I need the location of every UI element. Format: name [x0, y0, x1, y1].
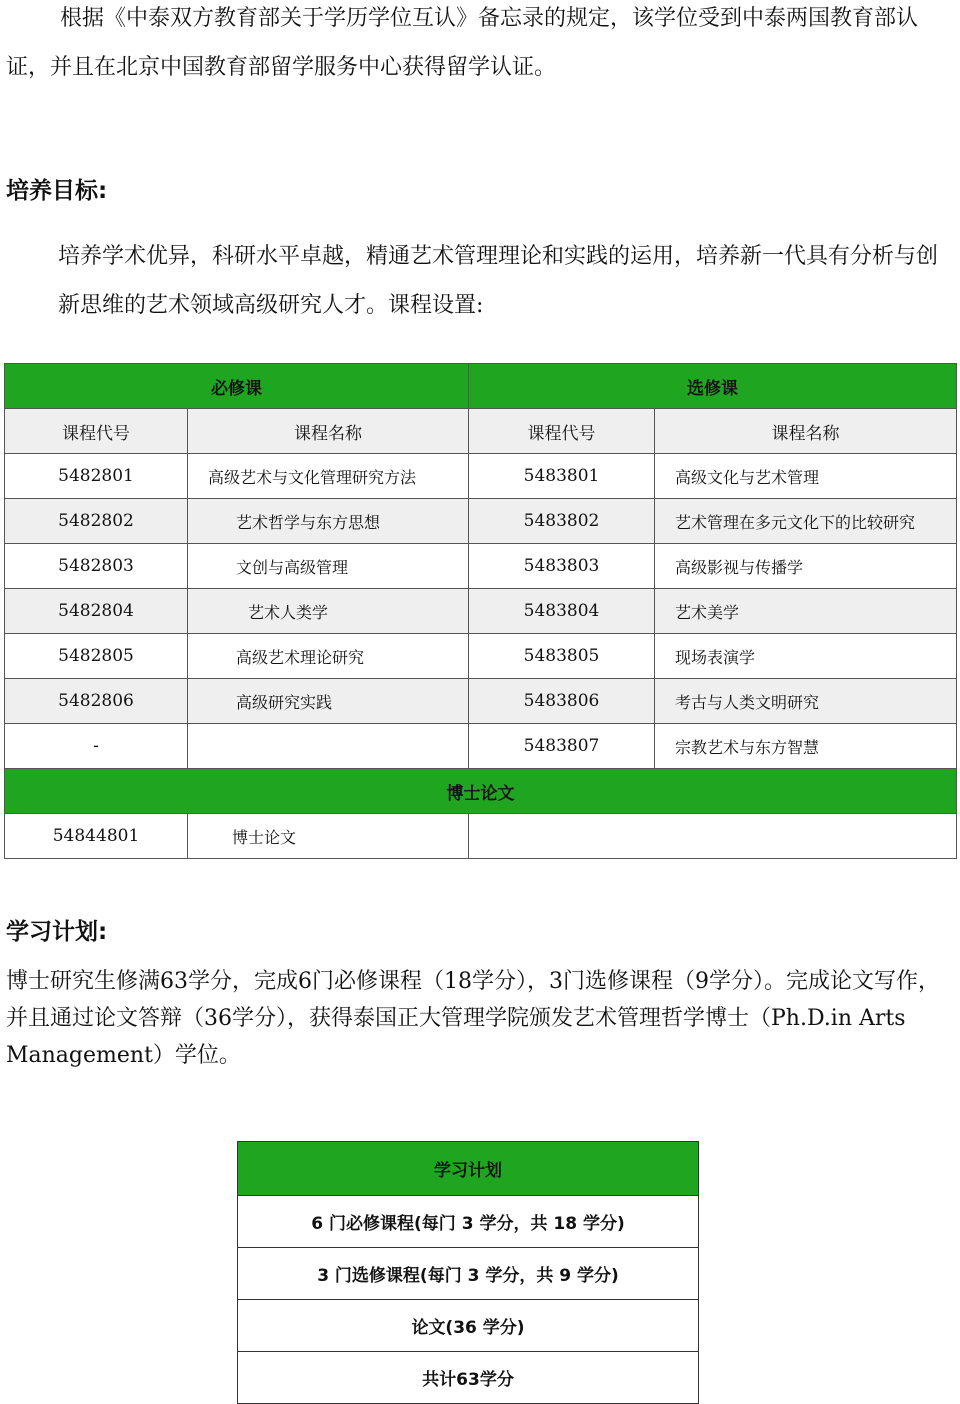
required-course-code: 5482803	[5, 544, 188, 589]
table-row	[5, 544, 957, 589]
column-header-name: 课程名称	[188, 409, 469, 454]
elective-course-name: 宗教艺术与东方智慧	[655, 724, 957, 769]
plan-row-required: 6 门必修课程(每门 3 学分，共 18 学分)	[238, 1196, 699, 1248]
column-header-name: 课程名称	[655, 409, 957, 454]
plan-row-thesis: 论文(36 学分)	[238, 1300, 699, 1352]
column-header-code: 课程代号	[469, 409, 655, 454]
thesis-header: 博士论文	[5, 769, 957, 814]
elective-course-code: 5483803	[469, 544, 655, 589]
elective-course-code: 5483804	[469, 589, 655, 634]
course-table	[4, 363, 957, 859]
required-course-code: 5482804	[5, 589, 188, 634]
study-plan-heading: 学习计划:	[6, 919, 108, 945]
table-row	[5, 724, 957, 769]
thesis-section-header	[5, 769, 957, 814]
required-course-code: 5482806	[5, 679, 188, 724]
elective-course-name: 考古与人类文明研究	[655, 679, 957, 724]
course-table-column-header	[5, 409, 957, 454]
required-course-name: 艺术人类学	[188, 589, 469, 634]
elective-course-name: 艺术美学	[655, 589, 957, 634]
elective-courses-header: 选修课	[469, 364, 957, 409]
elective-course-code: 5483805	[469, 634, 655, 679]
elective-course-name: 现场表演学	[655, 634, 957, 679]
column-header-code: 课程代号	[5, 409, 188, 454]
table-row	[5, 814, 957, 859]
plan-table-header: 学习计划	[238, 1142, 699, 1196]
required-course-name: 艺术哲学与东方思想	[188, 499, 469, 544]
elective-course-code: 5483806	[469, 679, 655, 724]
required-course-name: 文创与高级管理	[188, 544, 469, 589]
plan-row-elective: 3 门选修课程(每门 3 学分，共 9 学分)	[238, 1248, 699, 1300]
elective-course-name: 高级文化与艺术管理	[655, 454, 957, 499]
required-course-name: 高级艺术理论研究	[188, 634, 469, 679]
elective-course-code: 5483801	[469, 454, 655, 499]
required-course-code: 5482802	[5, 499, 188, 544]
thesis-code: 54844801	[5, 814, 188, 859]
elective-course-code: 5483802	[469, 499, 655, 544]
elective-course-code: 5483807	[469, 724, 655, 769]
required-course-code: 5482801	[5, 454, 188, 499]
course-table-section-header	[5, 364, 957, 409]
table-row	[5, 454, 957, 499]
required-courses-header: 必修课	[5, 364, 469, 409]
required-course-code: -	[5, 724, 188, 769]
plan-row-total: 共计63学分	[238, 1352, 699, 1404]
elective-course-name: 艺术管理在多元文化下的比较研究	[655, 499, 957, 544]
table-row	[5, 634, 957, 679]
goals-paragraph: 培养学术优异，科研水平卓越，精通艺术管理理论和实践的运用，培养新一代具有分析与创新思维的艺术领域高级研究人才。课程设置:	[58, 244, 939, 318]
goals-heading: 培养目标:	[6, 178, 108, 204]
required-course-name: 高级研究实践	[188, 679, 469, 724]
table-row	[5, 589, 957, 634]
thesis-name: 博士论文	[188, 814, 469, 859]
empty-cell	[469, 814, 957, 859]
table-row	[5, 679, 957, 724]
elective-course-name: 高级影视与传播学	[655, 544, 957, 589]
required-course-code: 5482805	[5, 634, 188, 679]
required-course-name	[188, 724, 469, 769]
study-plan-paragraph: 博士研究生修满63学分，完成6门必修课程（18学分），3门选修课程（9学分）。完成论文写作，并且通过论文答辩（36学分），获得泰国正大管理学院颁发艺术管理哲学博士（Ph.D.in Arts Management）学位。	[6, 969, 940, 1068]
plan-table	[237, 1141, 699, 1404]
intro-paragraph: 根据《中泰双方教育部关于学历学位互认》备忘录的规定，该学位受到中泰两国教育部认证，并且在北京中国教育部留学服务中心获得留学认证。	[6, 6, 919, 80]
required-course-name: 高级艺术与文化管理研究方法	[188, 454, 469, 499]
table-row	[5, 499, 957, 544]
